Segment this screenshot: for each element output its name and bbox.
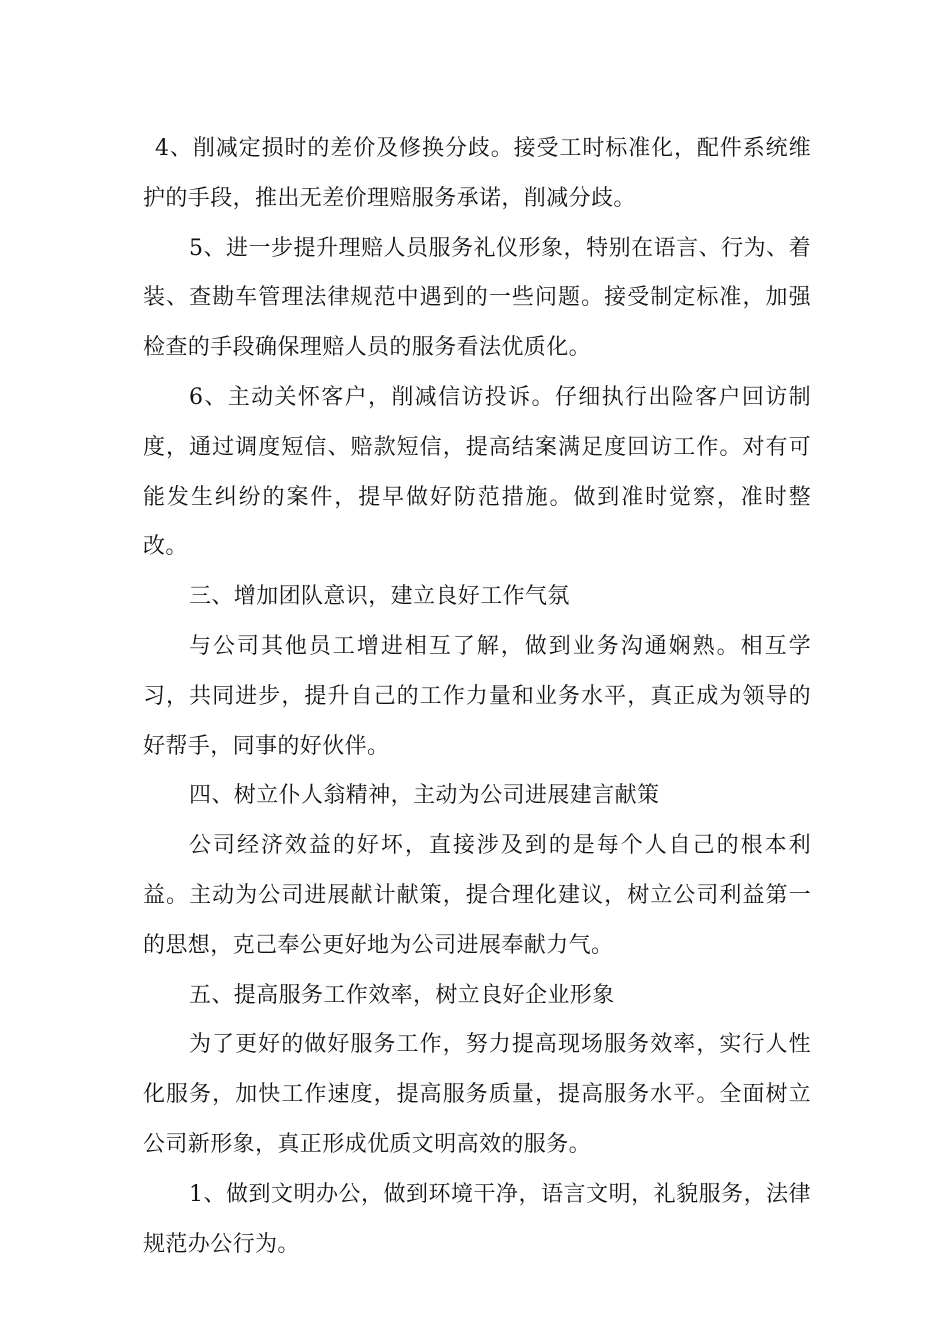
paragraph-teamwork: 与公司其他员工增进相互了解，做到业务沟通娴熟。相互学习，共同进步，提升自己的工作力量和业务水平，真正成为领导的好帮手，同事的好伙伴。 [143,633,811,759]
paragraph-item-4: 4、削减定损时的差价及修换分歧。接受工时标准化，配件系统维护的手段，推出无差价理赔服务承诺，削减分歧。 [143,136,811,211]
section-heading-5: 五、提高服务工作效率，树立良好企业形象 [189,982,615,1008]
paragraph-item-6: 6、主动关怀客户，削减信访投诉。仔细执行出险客户回访制度，通过调度短信、赔款短信，提高结案满足度回访工作。对有可能发生纠纷的案件，提早做好防范措施。做到准时觉察，准时整改。 [143,384,811,560]
paragraph-ownership: 公司经济效益的好坏，直接涉及到的是每个人自己的根本利益。主动为公司进展献计献策，提合理化建议，树立公司利益第一的思想，克己奉公更好地为公司进展奉献力气。 [143,833,811,958]
paragraph-item-5: 5、进一步提升理赔人员服务礼仪形象，特别在语言、行为、着装、查勘车管理法律规范中遇到的一些问题。接受制定标准，加强检查的手段确保理赔人员的服务看法优质化。 [143,235,811,361]
section-heading-4: 四、树立仆人翁精神，主动为公司进展建言献策 [189,783,660,809]
section-heading-3: 三、增加团队意识，建立良好工作气氛 [189,584,570,610]
paragraph-efficiency: 为了更好的做好服务工作，努力提高现场服务效率，实行人性化服务，加快工作速度，提高服务质量，提高服务水平。全面树立公司新形象，真正形成优质文明高效的服务。 [143,1032,811,1157]
document-body [143,124,811,1269]
paragraph-item-1: 1、做到文明办公，做到环境干净，语言文明，礼貌服务，法律规范办公行为。 [143,1181,811,1257]
